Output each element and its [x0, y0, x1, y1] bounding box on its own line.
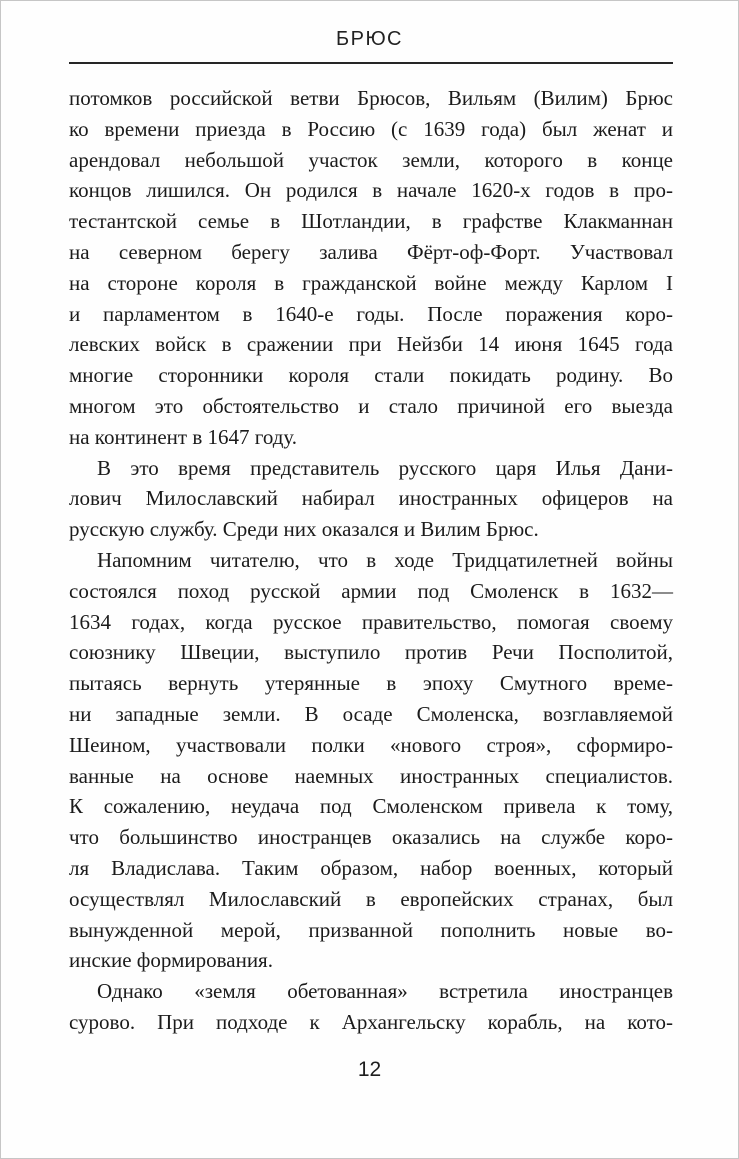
text-line: ля Владислава. Таким образом, набор военных, который: [69, 855, 673, 880]
text-line: левских войск в сражении при Нейзби 14 июня 1645 года: [69, 332, 673, 357]
text-line: концов лишился. Он родился в начале 1620-х годов в про-: [69, 178, 673, 203]
text-line: состоялся поход русской армии под Смоленск в 1632—: [69, 578, 673, 603]
page-number: 12: [357, 1058, 382, 1081]
text-line: осуществлял Милославский в европейских странах, был: [69, 886, 673, 911]
text-line: ни западные земли. В осаде Смоленска, возглавляемой: [69, 701, 673, 726]
text-line: ко времени приезда в Россию (с 1639 года) был женат и: [69, 116, 673, 141]
paragraph: [69, 453, 673, 545]
paragraph: [69, 976, 673, 1038]
text-line: на северном берегу залива Фёрт-оф-Форт. Участвовал: [69, 239, 673, 264]
text-line: на стороне короля в гражданской войне между Карлом I: [69, 270, 673, 295]
text-line: инские формирования.: [69, 948, 273, 973]
text-line: В это время представитель русского царя Илья Дани-: [97, 455, 673, 480]
text-line: на континент в 1647 году.: [69, 424, 298, 449]
paragraph: [69, 83, 673, 453]
text-line: русскую службу. Среди них оказался и Вилим Брюс.: [69, 517, 539, 542]
text-line: потомков российской ветви Брюсов, Вильям (Вилим) Брюс: [69, 86, 673, 110]
text-line: Однако «земля обетованная» встретила иностранцев: [97, 979, 673, 1004]
header-rule: [69, 62, 673, 64]
running-head: БРЮС: [336, 28, 403, 50]
text-line: что большинство иностранцев оказались на службе коро-: [69, 825, 673, 850]
text-line: вынужденной мерой, призванной пополнить новые во-: [69, 917, 673, 942]
text-line: арендовал небольшой участок земли, которого в конце: [69, 147, 673, 172]
paragraph: [69, 545, 673, 976]
text-line: 1634 годах, когда русское правительство, помогая своему: [69, 609, 673, 634]
body-text: [69, 83, 673, 1038]
text-line: многие сторонники короля стали покидать родину. Во: [69, 363, 673, 388]
text-line: многом это обстоятельство и стало причиной его выезда: [69, 393, 673, 418]
text-line: сурово. При подходе к Архангельску корабль, на кото-: [69, 1009, 673, 1034]
text-line: союзнику Швеции, выступило против Речи Посполитой,: [69, 640, 673, 665]
text-line: Напомним читателю, что в ходе Тридцатилетней войны: [97, 547, 673, 572]
text-line: ванные на основе наемных иностранных специалистов.: [69, 763, 673, 788]
text-line: лович Милославский набирал иностранных офицеров на: [69, 486, 673, 511]
text-line: К сожалению, неудача под Смоленском привела к тому,: [69, 794, 673, 819]
text-line: Шеином, участвовали полки «нового строя», сформиро-: [69, 732, 673, 757]
text-line: и парламентом в 1640-е годы. После поражения коро-: [69, 301, 673, 326]
text-line: пытаясь вернуть утерянные в эпоху Смутного време-: [69, 671, 673, 696]
text-line: тестантской семье в Шотландии, в графстве Клакманнан: [69, 209, 673, 234]
